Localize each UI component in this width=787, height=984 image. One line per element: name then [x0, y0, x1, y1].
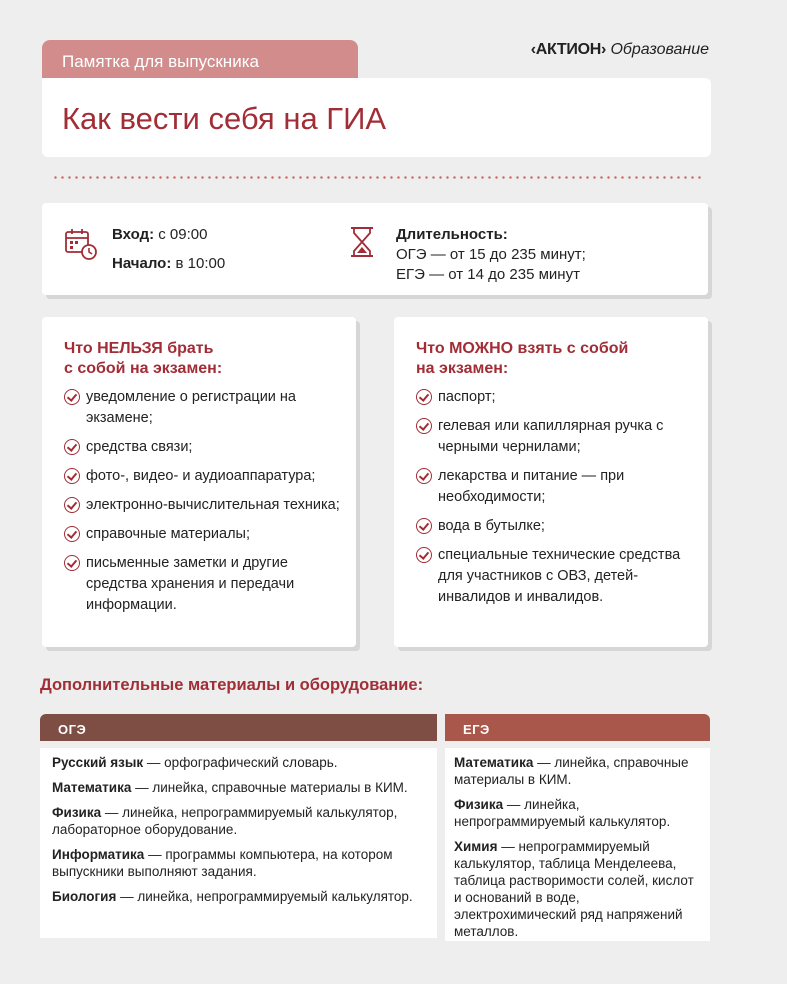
- check-circle-icon: [416, 418, 432, 434]
- allowed-title-line2: на экзамен:: [416, 360, 509, 377]
- subject-materials: — непрограммируемый калькулятор, таблица Менделеева, таблица растворимости солей, кислот и оснований в воде, электрохимический ряд напряжений металлов.: [454, 839, 694, 939]
- list-item: [64, 553, 344, 616]
- list-item-text: электронно-вычислительная техника;: [86, 497, 340, 513]
- list-item-text: паспорт;: [438, 389, 496, 405]
- subject-materials: — орфографический словарь.: [143, 755, 338, 770]
- title-card: [42, 78, 711, 157]
- check-circle-icon: [416, 547, 432, 563]
- check-circle-icon: [416, 518, 432, 534]
- entry-label: Вход:: [112, 226, 155, 243]
- memo-tab: [42, 40, 358, 80]
- list-item-text: фото-, видео- и аудиоаппаратура;: [86, 468, 316, 484]
- duration-label: [396, 226, 508, 243]
- list-item-text: письменные заметки и другие средства хранения и передачи информации.: [86, 555, 295, 613]
- oge-header: ОГЭ: [40, 714, 437, 741]
- allowed-title: [416, 339, 628, 379]
- ege-item: [454, 754, 700, 788]
- subject-name: Информатика: [52, 847, 145, 862]
- check-circle-icon: [64, 555, 80, 571]
- oge-item: [52, 754, 427, 771]
- list-item: [416, 466, 696, 508]
- subject-materials: — линейка, справочные материалы в КИМ.: [131, 780, 408, 795]
- list-item: [64, 495, 344, 516]
- subject-name: Математика: [454, 755, 534, 770]
- page-title: Как вести себя на ГИА: [62, 101, 387, 136]
- duration-label-text: Длительность:: [396, 226, 508, 243]
- oge-item: [52, 804, 427, 838]
- check-circle-icon: [416, 468, 432, 484]
- ege-materials: [445, 748, 710, 941]
- subject-name: Химия: [454, 839, 498, 854]
- forbidden-title-line1: Что НЕЛЬЗЯ брать: [64, 340, 214, 357]
- list-item: [416, 387, 696, 408]
- oge-item: [52, 846, 427, 880]
- ege-item: [454, 796, 700, 830]
- entry-time: [112, 226, 207, 243]
- duration-oge: ОГЭ — от 15 до 235 минут;: [396, 246, 586, 263]
- list-item: [64, 387, 344, 429]
- list-item: [64, 524, 344, 545]
- subject-materials: — линейка, непрограммируемый калькулятор.: [116, 889, 413, 904]
- allowed-title-line1: Что МОЖНО взять с собой: [416, 340, 629, 357]
- ege-item: [454, 838, 700, 940]
- dotted-divider: [52, 176, 702, 179]
- check-circle-icon: [416, 389, 432, 405]
- list-item: [416, 416, 696, 458]
- subject-materials: — линейка, непрограммируемый калькулятор, лабораторное оборудование.: [52, 805, 398, 837]
- list-item-text: справочные материалы;: [86, 526, 250, 542]
- list-item: [416, 516, 696, 537]
- forbidden-title: [64, 339, 222, 379]
- check-circle-icon: [64, 526, 80, 542]
- list-item-text: лекарства и питание — при необходимости;: [438, 468, 625, 505]
- subject-name: Русский язык: [52, 755, 144, 770]
- check-circle-icon: [64, 497, 80, 513]
- list-item-text: уведомление о регистрации на экзамене;: [86, 389, 296, 426]
- list-item-text: специальные технические средства для участников с ОВЗ, детей-инвалидов и инвалидов.: [438, 547, 681, 605]
- oge-materials: [40, 748, 437, 938]
- subject-name: Математика: [52, 780, 132, 795]
- oge-item: [52, 888, 427, 905]
- check-circle-icon: [64, 439, 80, 455]
- brand-logo: [531, 41, 709, 59]
- allowed-items-card: [394, 317, 708, 647]
- brand-name: ‹АКТИОН›: [530, 41, 606, 58]
- list-item: [64, 466, 344, 487]
- subject-materials: — линейка, справочные материалы в КИМ.: [454, 755, 689, 787]
- list-item-text: средства связи;: [86, 439, 193, 455]
- start-value: в 10:00: [171, 255, 226, 272]
- list-item-text: гелевая или капиллярная ручка с черными чернилами;: [438, 418, 664, 455]
- start-time: [112, 255, 225, 272]
- start-label: Начало:: [112, 255, 172, 272]
- forbidden-title-line2: с собой на экзамен:: [64, 360, 223, 377]
- check-circle-icon: [64, 468, 80, 484]
- entry-value: с 09:00: [154, 226, 208, 243]
- list-item: [64, 437, 344, 458]
- ege-header: ЕГЭ: [445, 714, 710, 741]
- calendar-clock-icon: [64, 227, 98, 261]
- allowed-list: [416, 387, 696, 616]
- list-item: [416, 545, 696, 608]
- schedule-card: [42, 203, 708, 295]
- subject-name: Физика: [454, 797, 504, 812]
- list-item-text: вода в бутылке;: [438, 518, 545, 534]
- oge-item: [52, 779, 427, 796]
- check-circle-icon: [64, 389, 80, 405]
- forbidden-list: [64, 387, 344, 624]
- subject-name: Физика: [52, 805, 102, 820]
- subject-materials: — программы компьютера, на котором выпускники выполняют задания.: [52, 847, 393, 879]
- memo-tab-label: Памятка для выпускника: [62, 52, 259, 71]
- hourglass-icon: [348, 225, 376, 259]
- extra-materials-title: Дополнительные материалы и оборудование:: [40, 676, 424, 694]
- brand-suffix: Образование: [610, 41, 709, 58]
- forbidden-items-card: [42, 317, 356, 647]
- subject-materials: — линейка, непрограммируемый калькулятор.: [454, 797, 671, 829]
- duration-ege: ЕГЭ — от 14 до 235 минут: [396, 266, 580, 283]
- subject-name: Биология: [52, 889, 117, 904]
